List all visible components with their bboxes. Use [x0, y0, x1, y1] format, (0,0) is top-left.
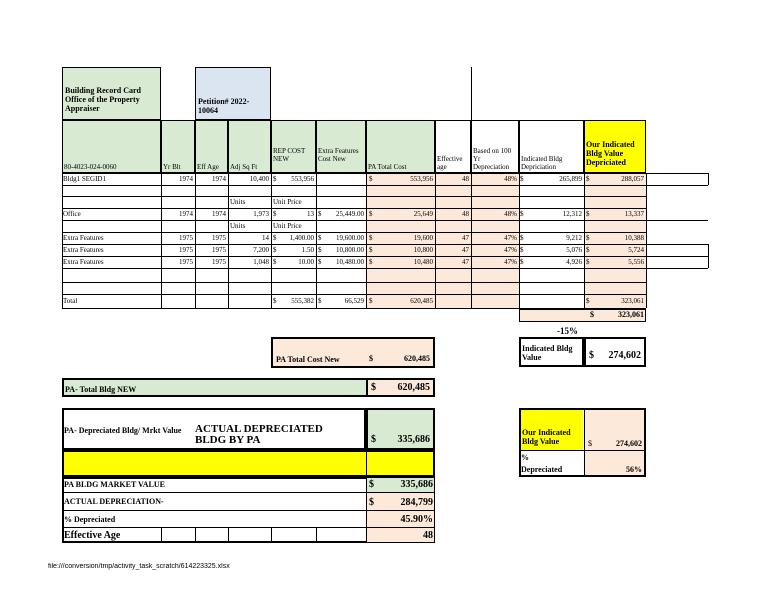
col-indicated-depreciation: Indicated Bldg Depriciation	[519, 120, 584, 173]
row-label: Office	[63, 210, 81, 218]
pa-pct-depreciated-label: % Depreciated	[64, 516, 116, 524]
pa-total: 620,485	[410, 297, 433, 305]
yr-blt: 1975	[179, 234, 193, 242]
indicated-depreciation: 4,926	[566, 258, 582, 266]
col-extra-features: Extra Features Cost New	[316, 120, 366, 173]
currency: $	[318, 297, 322, 305]
currency: $	[369, 354, 373, 363]
pa-total-cost-new	[366, 337, 435, 368]
currency: $	[369, 210, 373, 218]
pa-total-bldg-new	[366, 378, 435, 397]
our-value: 10,388	[624, 234, 644, 242]
currency: $	[586, 234, 590, 242]
eff-age: 1975	[212, 258, 226, 266]
extra-cost: 19,600.00	[336, 234, 364, 242]
our-value: 13,337	[624, 210, 644, 218]
pct: 47%	[504, 246, 517, 254]
col-yr-blt: Yr Blt	[161, 120, 195, 173]
negative-percent: -15%	[557, 326, 578, 336]
our-indicated-value: 274,602	[616, 440, 642, 448]
pa-total-bldg-new-amount: 620,485	[397, 382, 430, 393]
effective-age: 47	[462, 246, 469, 254]
col-parcel: 80-4023-024-0060	[62, 120, 161, 173]
currency: $	[520, 258, 524, 266]
effective-age-value: 48	[423, 530, 433, 541]
pct: 48%	[504, 210, 517, 218]
currency: $	[318, 210, 322, 218]
eff-age: 1974	[212, 175, 226, 183]
col-adj-sq-ft: Adj Sq Ft	[228, 120, 271, 173]
indicated-depreciation: 12,312	[562, 210, 582, 218]
currency: $	[520, 210, 524, 218]
our-value: 5,724	[628, 246, 644, 254]
currency: $	[369, 497, 374, 508]
indicated-bldg-value	[584, 337, 646, 367]
eff-age: 1975	[212, 234, 226, 242]
currency: $	[273, 246, 277, 254]
currency: $	[586, 246, 590, 254]
indicated-bldg-value-amount: 274,602	[608, 350, 641, 361]
our-value: 5,556	[628, 258, 644, 266]
pa-total-cost-new-label: PA Total Cost New	[271, 337, 366, 368]
currency: $	[590, 311, 594, 319]
currency: $	[273, 210, 277, 218]
eff-age: 1974	[212, 210, 226, 218]
currency: $	[520, 234, 524, 242]
pa-total: 553,956	[410, 175, 433, 183]
adj-sq-ft: 7,200	[253, 246, 269, 254]
rep-cost: 10.00	[298, 258, 314, 266]
petition-number: Petition# 2022-10064	[195, 67, 271, 120]
actual-depreciation-label: ACTUAL DEPRECIATION-	[64, 498, 164, 506]
pa-bldg-market-value-label: PA BLDG MARKET VALUE	[64, 481, 165, 489]
currency: $	[520, 246, 524, 254]
units-label: Units	[230, 222, 246, 230]
pa-total: 10,480	[413, 258, 433, 266]
our-value: 323,061	[621, 297, 644, 305]
currency: $	[273, 297, 277, 305]
currency: $	[369, 234, 373, 242]
ours-total-bold: 323,061	[618, 311, 644, 319]
currency: $	[586, 210, 590, 218]
currency: $	[369, 297, 373, 305]
extra-cost: 66,529	[344, 297, 364, 305]
currency: $	[586, 258, 590, 266]
eff-age: 1975	[212, 246, 226, 254]
currency: $	[273, 234, 277, 242]
pa-depreciated-amount: 335,686	[397, 434, 430, 445]
row-label: Extra Features	[63, 234, 104, 242]
effective-age-label: Effective Age	[64, 530, 121, 541]
extra-cost: 10,800.00	[336, 246, 364, 254]
currency: $	[586, 297, 590, 305]
currency: $	[586, 175, 590, 183]
currency: $	[318, 258, 322, 266]
col-eff-age: Eff Age	[195, 120, 228, 173]
pa-total: 25,649	[413, 210, 433, 218]
pa-total-cost-new-amount: 620,485	[404, 354, 430, 363]
indicated-depreciation: 265,899	[559, 175, 582, 183]
currency: $	[369, 479, 374, 490]
yr-blt: 1974	[179, 210, 193, 218]
indicated-bldg-value-label: Indicated Bldg Value	[519, 337, 584, 367]
currency: $	[369, 175, 373, 183]
col-rep-cost-new: REP COST NEW	[271, 120, 316, 173]
row-label: Bldg1 SEGID1	[63, 175, 106, 183]
row-label: Extra Features	[63, 246, 104, 254]
currency: $	[369, 258, 373, 266]
col-our-indicated: Our Indicated Bldg Value Depriciated	[584, 120, 646, 173]
pct: 47%	[504, 258, 517, 266]
unit-price-label: Unit Price	[273, 198, 302, 206]
extra-cost: 10,480.00	[336, 258, 364, 266]
pa-depreciated-value	[366, 408, 435, 450]
adj-sq-ft: 10,400	[249, 175, 269, 183]
currency: $	[318, 246, 322, 254]
pct: 48%	[504, 175, 517, 183]
file-path: file:///conversion/tmp/activity_task_scratch/614223325.xlsx	[48, 563, 230, 570]
indicated-depreciation: 5,076	[566, 246, 582, 254]
currency: $	[371, 382, 376, 393]
pa-total: 19,600	[413, 234, 433, 242]
yr-blt: 1975	[179, 258, 193, 266]
currency: $	[273, 258, 277, 266]
card-title: Building Record Card Office of the Property Appraiser	[62, 67, 161, 120]
effective-age: 48	[462, 210, 469, 218]
currency: $	[589, 350, 594, 361]
rep-cost: 1,400.00	[289, 234, 314, 242]
pa-bldg-market-value: 335,686	[400, 479, 433, 490]
pct-symbol: %	[521, 454, 529, 462]
adj-sq-ft: 1,048	[253, 258, 269, 266]
our-pct-depreciated: 56%	[626, 466, 642, 474]
pa-total: 10,800	[413, 246, 433, 254]
pa-pct-depreciated: 45.90%	[400, 514, 433, 525]
actual-depreciated-title: ACTUAL DEPRECIATED BLDG BY PA	[195, 424, 323, 446]
unit-price-label: Unit Price	[273, 222, 302, 230]
row-label: Extra Features	[63, 258, 104, 266]
currency: $	[273, 175, 277, 183]
currency: $	[520, 175, 524, 183]
yr-blt: 1975	[179, 246, 193, 254]
adj-sq-ft: 1,973	[253, 210, 269, 218]
depreciated-label: Depreciated	[521, 466, 563, 474]
effective-age: 48	[462, 175, 469, 183]
currency: $	[371, 434, 376, 445]
col-pa-total-cost: PA Total Cost	[366, 120, 435, 173]
effective-age: 47	[462, 234, 469, 242]
effective-age: 47	[462, 258, 469, 266]
highlight-band	[62, 450, 435, 477]
our-value: 288,057	[621, 175, 644, 183]
currency: $	[588, 440, 592, 448]
yr-blt: 1974	[179, 175, 193, 183]
currency: $	[369, 246, 373, 254]
adj-sq-ft: 14	[262, 234, 269, 242]
rep-cost: 555,382	[291, 297, 314, 305]
currency: $	[318, 234, 322, 242]
pa-depreciated-label: PA- Depreciated Bldg/ Mrkt Value	[64, 426, 182, 435]
pct: 47%	[504, 234, 517, 242]
our-indicated-label: Our Indicated Bldg Value	[521, 410, 583, 450]
col-based-on-100: Based on 100 Yr Depreciation	[471, 120, 519, 173]
rep-cost: 13	[307, 210, 314, 218]
row-label: Total	[63, 297, 78, 305]
rep-cost: 1.50	[301, 246, 314, 254]
col-effective-age: Effective age	[435, 120, 471, 173]
units-label: Units	[230, 198, 246, 206]
rep-cost: 553,956	[291, 175, 314, 183]
extra-cost: 25,449.00	[336, 210, 364, 218]
actual-depreciation: 284,799	[400, 497, 433, 508]
pa-total-bldg-new-label: PA- Total Bldg NEW	[62, 378, 366, 397]
indicated-depreciation: 9,212	[566, 234, 582, 242]
